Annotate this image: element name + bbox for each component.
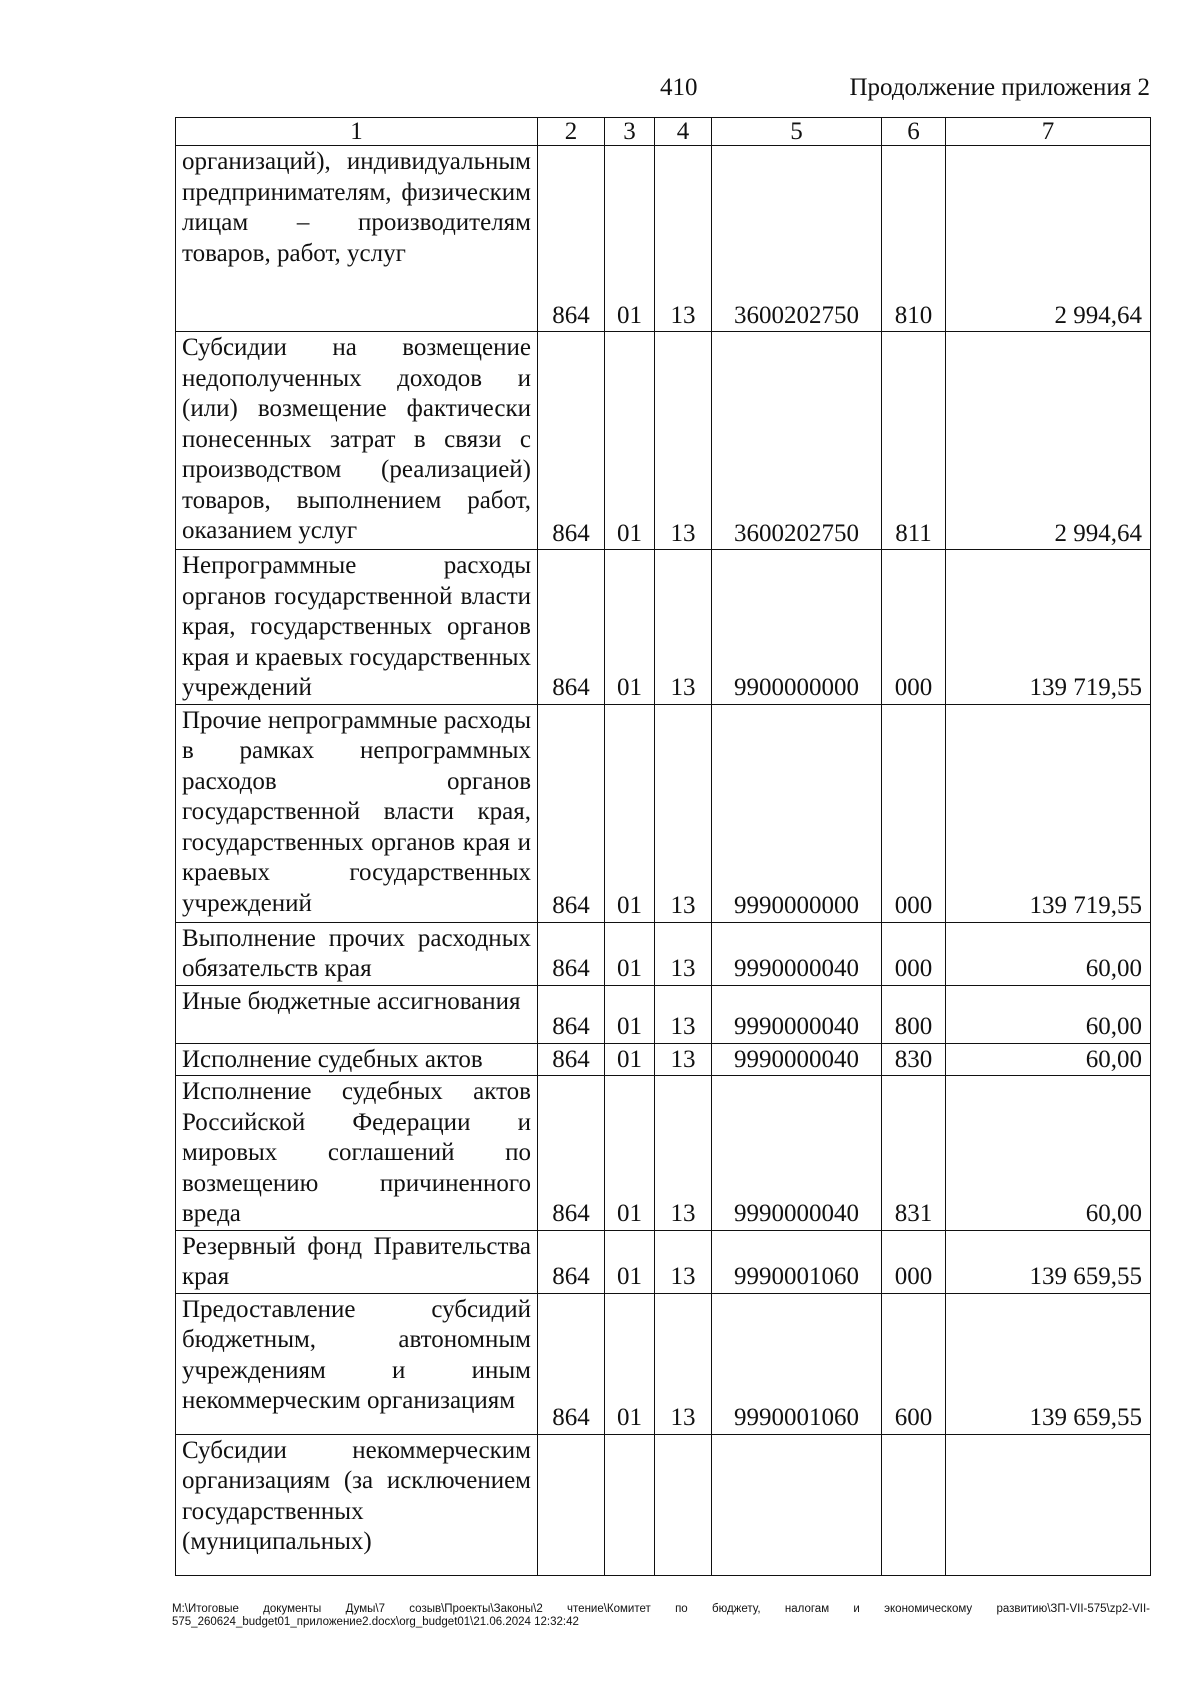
cell-grbs: 864 <box>538 332 605 550</box>
cell-grbs: 864 <box>538 985 605 1043</box>
cell-csr: 9990000040 <box>712 1043 882 1076</box>
cell-sum: 60,00 <box>946 922 1151 985</box>
cell-sum: 139 659,55 <box>946 1230 1151 1293</box>
table-row <box>176 550 1151 705</box>
cell-pr: 13 <box>655 332 712 550</box>
table-row <box>176 1434 1151 1575</box>
row-description: Резервный фонд Правительства края <box>176 1230 538 1293</box>
cell-vr: 811 <box>882 332 946 550</box>
cell-grbs: 864 <box>538 922 605 985</box>
cell-grbs: 864 <box>538 1076 605 1231</box>
cell-pr <box>655 1434 712 1575</box>
cell-csr: 3600202750 <box>712 146 882 332</box>
cell-rz: 01 <box>605 146 655 332</box>
cell-sum: 2 994,64 <box>946 332 1151 550</box>
row-description: Непрограммные расходы органов государственной власти края, государственных органов края и краевых государственных учреждений <box>176 550 538 705</box>
cell-vr: 600 <box>882 1293 946 1434</box>
cell-pr: 13 <box>655 1293 712 1434</box>
row-description: Исполнение судебных актов Российской Федерации и мировых соглашений по возмещению причиненного вреда <box>176 1076 538 1231</box>
cell-grbs: 864 <box>538 1293 605 1434</box>
cell-pr: 13 <box>655 704 712 922</box>
cell-pr: 13 <box>655 922 712 985</box>
cell-csr: 9990000040 <box>712 922 882 985</box>
cell-sum: 139 659,55 <box>946 1293 1151 1434</box>
column-header: 5 <box>712 118 882 146</box>
cell-csr: 9990001060 <box>712 1293 882 1434</box>
page-number: 410 <box>660 74 698 101</box>
cell-rz: 01 <box>605 1076 655 1231</box>
cell-sum: 139 719,55 <box>946 704 1151 922</box>
cell-sum: 2 994,64 <box>946 146 1151 332</box>
cell-csr: 9900000000 <box>712 550 882 705</box>
table-row <box>176 1076 1151 1231</box>
cell-csr <box>712 1434 882 1575</box>
cell-rz: 01 <box>605 332 655 550</box>
column-header: 3 <box>605 118 655 146</box>
continuation-label: Продолжение приложения 2 <box>849 74 1150 101</box>
column-header: 4 <box>655 118 712 146</box>
row-description: организаций), индивидуальным предпринимателям, физическим лицам – производителям товаров, работ, услуг <box>176 146 538 332</box>
cell-csr: 9990000040 <box>712 1076 882 1231</box>
cell-pr: 13 <box>655 146 712 332</box>
cell-csr: 9990000040 <box>712 985 882 1043</box>
table-header-row <box>176 118 1151 146</box>
row-description: Выполнение прочих расходных обязательств края <box>176 922 538 985</box>
cell-sum: 60,00 <box>946 1076 1151 1231</box>
cell-rz: 01 <box>605 922 655 985</box>
column-header: 2 <box>538 118 605 146</box>
table-row <box>176 146 1151 332</box>
footer-file-path: M:\Итоговые документы Думы\7 созыв\Проекты\Законы\2 чтение\Комитет по бюджету, налогам и экономическому развитию\ЗП-VII-575\zp2-VII-575_260624_budget01_приложение2.docx\org_budget01\21.06.2024 12:32:42 <box>172 1603 1150 1628</box>
column-header: 1 <box>176 118 538 146</box>
cell-vr: 800 <box>882 985 946 1043</box>
row-description: Предоставление субсидий бюджетным, автономным учреждениям и иным некоммерческим организациям <box>176 1293 538 1434</box>
row-description: Субсидии некоммерческим организациям (за исключением государственных (муниципальных) <box>176 1434 538 1575</box>
cell-vr: 000 <box>882 922 946 985</box>
cell-csr: 9990001060 <box>712 1230 882 1293</box>
cell-rz: 01 <box>605 550 655 705</box>
cell-csr: 3600202750 <box>712 332 882 550</box>
cell-vr: 000 <box>882 704 946 922</box>
cell-pr: 13 <box>655 1043 712 1076</box>
cell-sum: 139 719,55 <box>946 550 1151 705</box>
cell-pr: 13 <box>655 550 712 705</box>
cell-rz: 01 <box>605 1230 655 1293</box>
cell-pr: 13 <box>655 1230 712 1293</box>
cell-rz: 01 <box>605 704 655 922</box>
cell-pr: 13 <box>655 985 712 1043</box>
cell-sum <box>946 1434 1151 1575</box>
table-row <box>176 1043 1151 1076</box>
table-row <box>176 332 1151 550</box>
row-description: Иные бюджетные ассигнования <box>176 985 538 1043</box>
cell-vr: 000 <box>882 1230 946 1293</box>
cell-vr <box>882 1434 946 1575</box>
cell-grbs: 864 <box>538 1043 605 1076</box>
row-description: Субсидии на возмещение недополученных доходов и (или) возмещение фактически понесенных затрат в связи с производством (реализацией) товаров, выполнением работ, оказанием услуг <box>176 332 538 550</box>
table-row <box>176 922 1151 985</box>
cell-grbs <box>538 1434 605 1575</box>
cell-rz: 01 <box>605 1293 655 1434</box>
table-row <box>176 704 1151 922</box>
table-row <box>176 1230 1151 1293</box>
cell-vr: 831 <box>882 1076 946 1231</box>
cell-grbs: 864 <box>538 1230 605 1293</box>
row-description: Исполнение судебных актов <box>176 1043 538 1076</box>
budget-table <box>175 117 1151 1576</box>
cell-grbs: 864 <box>538 146 605 332</box>
cell-vr: 000 <box>882 550 946 705</box>
cell-csr: 9990000000 <box>712 704 882 922</box>
cell-grbs: 864 <box>538 704 605 922</box>
table-row <box>176 985 1151 1043</box>
column-header: 6 <box>882 118 946 146</box>
cell-rz <box>605 1434 655 1575</box>
column-header: 7 <box>946 118 1151 146</box>
cell-grbs: 864 <box>538 550 605 705</box>
cell-vr: 830 <box>882 1043 946 1076</box>
cell-pr: 13 <box>655 1076 712 1231</box>
cell-rz: 01 <box>605 1043 655 1076</box>
cell-rz: 01 <box>605 985 655 1043</box>
table-row <box>176 1293 1151 1434</box>
cell-vr: 810 <box>882 146 946 332</box>
cell-sum: 60,00 <box>946 985 1151 1043</box>
row-description: Прочие непрограммные расходы в рамках непрограммных расходов органов государственной власти края, государственных органов края и краевых государственных учреждений <box>176 704 538 922</box>
cell-sum: 60,00 <box>946 1043 1151 1076</box>
